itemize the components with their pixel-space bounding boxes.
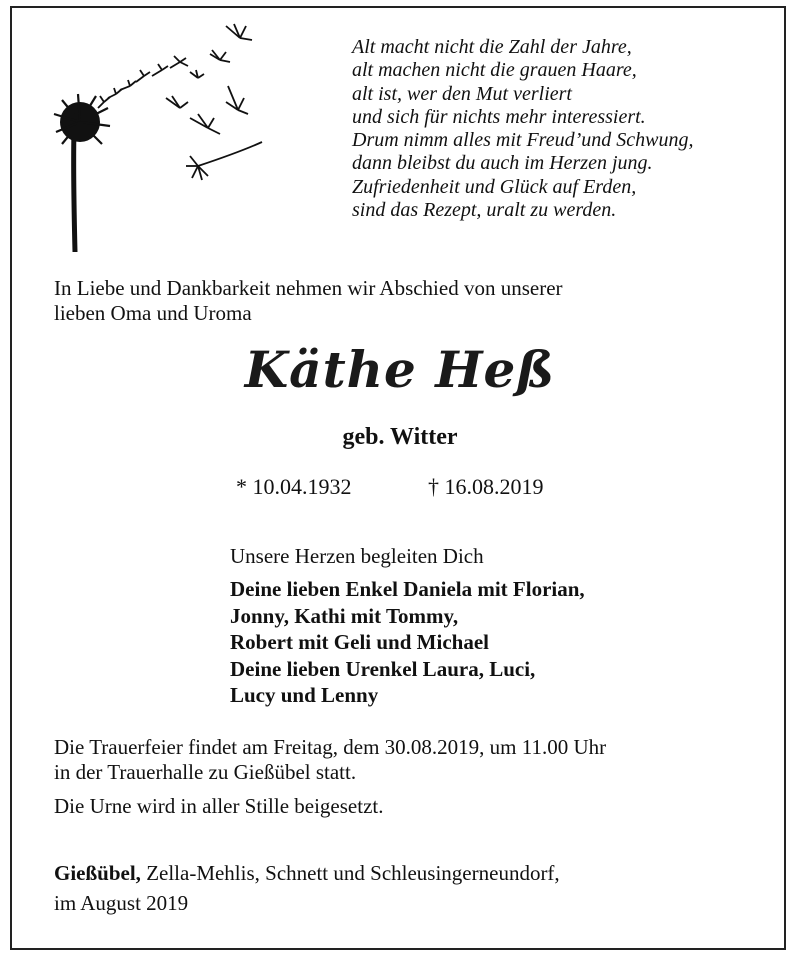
mourner-line: Deine lieben Urenkel Laura, Luci, [230,656,536,681]
poem-line: Zufriedenheit und Glück auf Erden, [352,175,637,198]
ceremony-info [54,735,606,784]
hearts-line: Unsere Herzen begleiten Dich [230,544,484,568]
ceremony-line: Die Trauerfeier findet am Freitag, dem 30.08.2019, um 11.00 Uhr [54,735,607,759]
deceased-name: Käthe Heß [244,340,556,399]
mourner-line: Deine lieben Enkel Daniela mit Florian, [230,577,585,601]
ceremony-line: in der Trauerhalle zu Gießübel statt. [54,759,357,784]
other-towns: Zella-Mehlis, Schnett und Schleusingerneundorf, [140,861,560,885]
poem-line: Alt macht nicht die Zahl der Jahre, [352,36,632,58]
poem-line: alt ist, wer den Mut verliert [352,82,572,105]
birth-date: * 10.04.1932 [236,474,352,499]
poem-line: sind das Rezept, uralt zu werden. [352,199,617,222]
intro-line: lieben Oma und Uroma [54,300,252,325]
notice-date: im August 2019 [54,891,189,915]
death-date: † 16.08.2019 [428,474,544,499]
poem-line: alt machen nicht die grauen Haare, [352,59,637,82]
urn-info: Die Urne wird in aller Stille beigesetzt. [54,794,384,818]
mourner-line: Lucy und Lenny [230,683,379,707]
place-and-date [54,858,560,918]
mourner-line: Jonny, Kathi mit Tommy, [230,603,459,628]
intro-text [54,276,754,325]
poem-line: dann bleibst du auch im Herzen jung. [352,152,653,175]
first-town: Gießübel, [54,861,141,885]
towns-line [54,858,560,888]
poem-line: und sich für nichts mehr interessiert. [352,105,646,128]
intro-line: In Liebe und Dankbarkeit nehmen wir Abschied von unserer [54,276,563,300]
mourner-line: Robert mit Geli und Michael [230,630,489,654]
mourners-list [230,576,585,709]
poem-line: Drum nimm alles mit Freud’und Schwung, [352,129,694,152]
maiden-name: geb. Witter [342,424,458,450]
poem [352,36,772,222]
dandelion-icon [40,10,280,260]
